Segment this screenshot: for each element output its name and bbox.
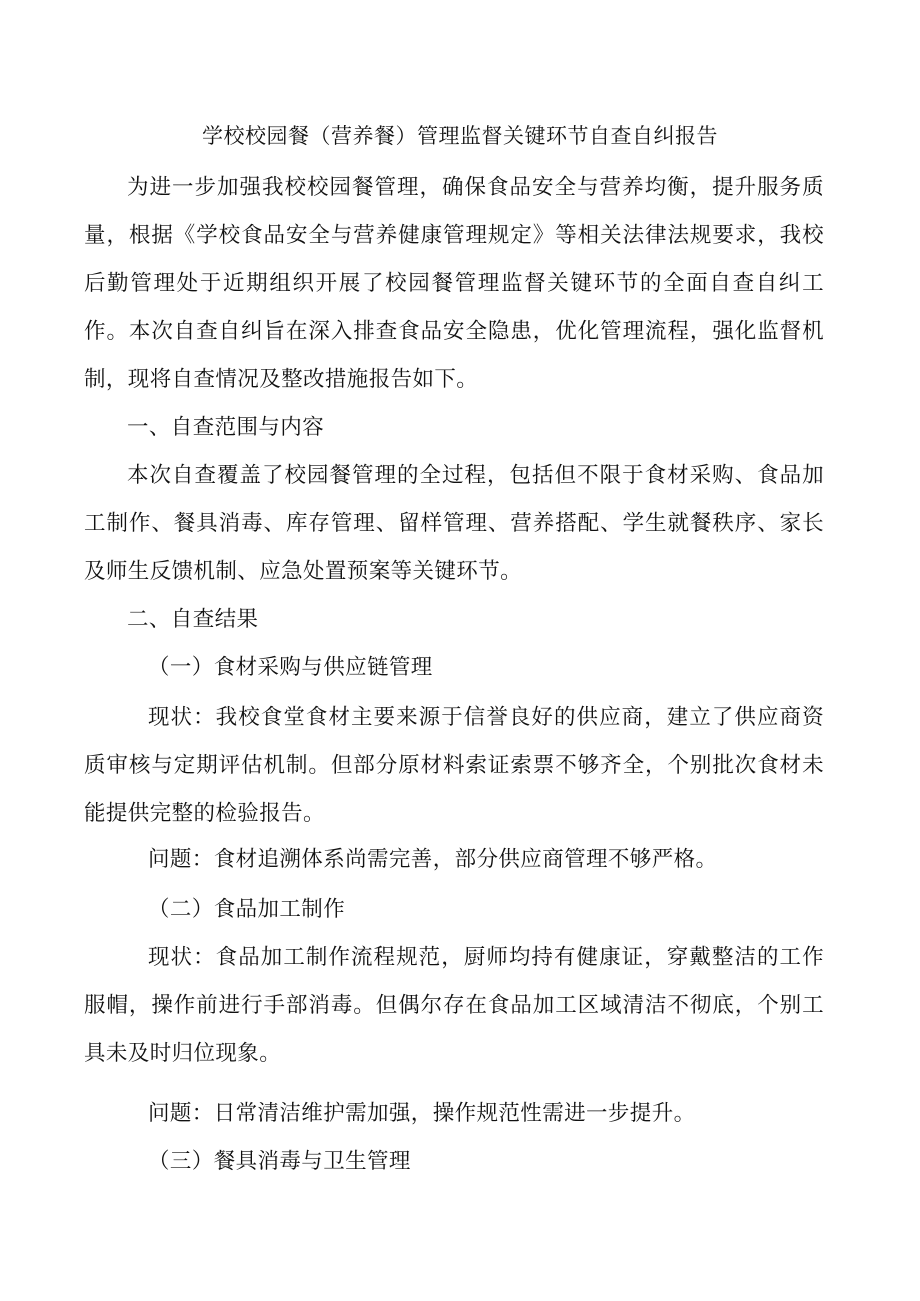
section1-heading: 一、自查范围与内容	[127, 415, 325, 440]
subsection3-heading: （三）餐具消毒与卫生管理	[148, 1149, 411, 1174]
subsection2-problem: 问题：日常清洁维护需加强，操作规范性需进一步提升。	[148, 1101, 696, 1126]
section1-body: 本次自查覆盖了校园餐管理的全过程，包括但不限于食材采购、食品加工制作、餐具消毒、库存管理、留样管理、营养搭配、学生就餐秩序、家长及师生反馈机制、应急处置预案等关键环节。	[84, 463, 824, 584]
subsection1-heading: （一）食材采购与供应链管理	[148, 655, 433, 680]
subsection2-status: 现状：食品加工制作流程规范，厨师均持有健康证，穿戴整洁的工作服帽，操作前进行手部消毒。但偶尔存在食品加工区域清洁不彻底，个别工具未及时归位现象。	[84, 945, 824, 1066]
section2-heading: 二、自查结果	[127, 607, 259, 632]
subsection1-status: 现状：我校食堂食材主要来源于信誉良好的供应商，建立了供应商资质审核与定期评估机制。但部分原材料索证索票不够齐全，个别批次食材未能提供完整的检验报告。	[84, 705, 824, 826]
subsection2-heading: （二）食品加工制作	[148, 897, 346, 922]
intro-paragraph: 为进一步加强我校校园餐管理，确保食品安全与营养均衡，提升服务质量，根据《学校食品安全与营养健康管理规定》等相关法律法规要求，我校后勤管理处于近期组织开展了校园餐管理监督关键环节的全面自查自纠工作。本次自查自纠旨在深入排查食品安全隐患，优化管理流程，强化监督机制，现将自查情况及整改措施报告如下。	[84, 175, 824, 392]
document-title: 学校校园餐（营养餐）管理监督关键环节自查自纠报告	[202, 124, 718, 148]
subsection1-problem: 问题：食材追溯体系尚需完善，部分供应商管理不够严格。	[148, 847, 718, 872]
